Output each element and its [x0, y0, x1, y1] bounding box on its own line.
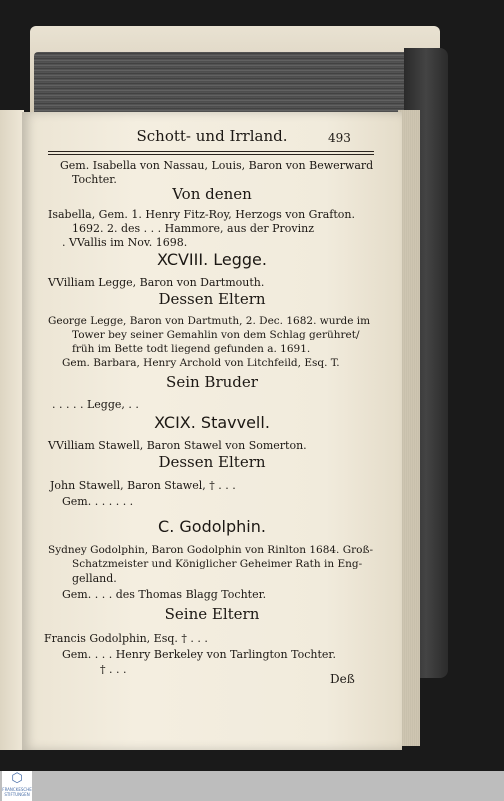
- text-line: Sydney Godolphin, Baron Godolphin von Rinlton 1684. Groß-: [48, 544, 374, 556]
- text-line: VVilliam Stawell, Baron Stawel von Somerton.: [48, 439, 307, 452]
- text-line: VVilliam Legge, Baron von Dartmouth.: [48, 276, 265, 289]
- text-line: Gem. Isabella von Nassau, Louis, Baron von Bewerward: [60, 159, 374, 172]
- section-heading: Von denen: [172, 185, 252, 203]
- catchword: Deß: [330, 672, 355, 686]
- viewer-bottom-bar: [0, 771, 504, 801]
- family-heading: XCVIII. Legge.: [157, 250, 267, 269]
- text-line: Gem. Barbara, Henry Archold von Litchfeild, Esq. T.: [62, 357, 340, 369]
- text-line: Schatzmeister und Königlicher Geheimer Rath in Eng-: [72, 558, 363, 570]
- text-line: Gem. . . . des Thomas Blagg Tochter.: [62, 588, 267, 601]
- header-rule: [48, 151, 374, 152]
- text-line: † . . .: [100, 663, 127, 676]
- book-page: [22, 112, 402, 750]
- text-line: früh im Bette todt liegend gefunden a. 1691.: [72, 343, 311, 355]
- text-line: Isabella, Gem. 1. Henry Fitz-Roy, Herzogs von Grafton.: [48, 208, 355, 221]
- family-heading: XCIX. Stavvell.: [154, 413, 270, 432]
- text-line: 1692. 2. des . . . Hammore, aus der Provinz: [72, 222, 315, 235]
- page-number: 493: [328, 131, 351, 145]
- section-heading: Dessen Eltern: [158, 290, 266, 308]
- library-logo-icon: ⬡: [11, 771, 23, 786]
- running-title: Schott- und Irrland.: [136, 127, 288, 145]
- text-line: gelland.: [72, 572, 117, 585]
- book-page-edges: [34, 52, 424, 116]
- text-line: . VVallis im Nov. 1698.: [62, 236, 188, 249]
- text-line: George Legge, Baron von Dartmuth, 2. Dec. 1682. wurde im: [48, 315, 371, 327]
- family-heading: C. Godolphin.: [158, 517, 266, 536]
- text-line: Francis Godolphin, Esq. † . . .: [44, 632, 208, 645]
- text-line: Gem. . . . Henry Berkeley von Tarlington Tochter.: [62, 648, 336, 661]
- text-line: Gem. . . . . . .: [62, 495, 134, 508]
- text-line: Tochter.: [72, 173, 117, 186]
- section-heading: Seine Eltern: [164, 605, 260, 623]
- library-logo-text: FRANCKESCHE STIFTUNGEN: [2, 787, 32, 797]
- text-line: Tower bey seiner Gemahlin von dem Schlag gerühret/: [72, 329, 360, 341]
- header-rule-thin: [48, 154, 374, 155]
- library-logo: [2, 771, 32, 801]
- section-heading: Dessen Eltern: [158, 453, 266, 471]
- text-line: . . . . . Legge, . .: [52, 398, 139, 411]
- section-heading: Sein Bruder: [166, 373, 258, 391]
- left-page-sliver: [0, 110, 24, 750]
- text-line: John Stawell, Baron Stawel, † . . .: [50, 479, 236, 492]
